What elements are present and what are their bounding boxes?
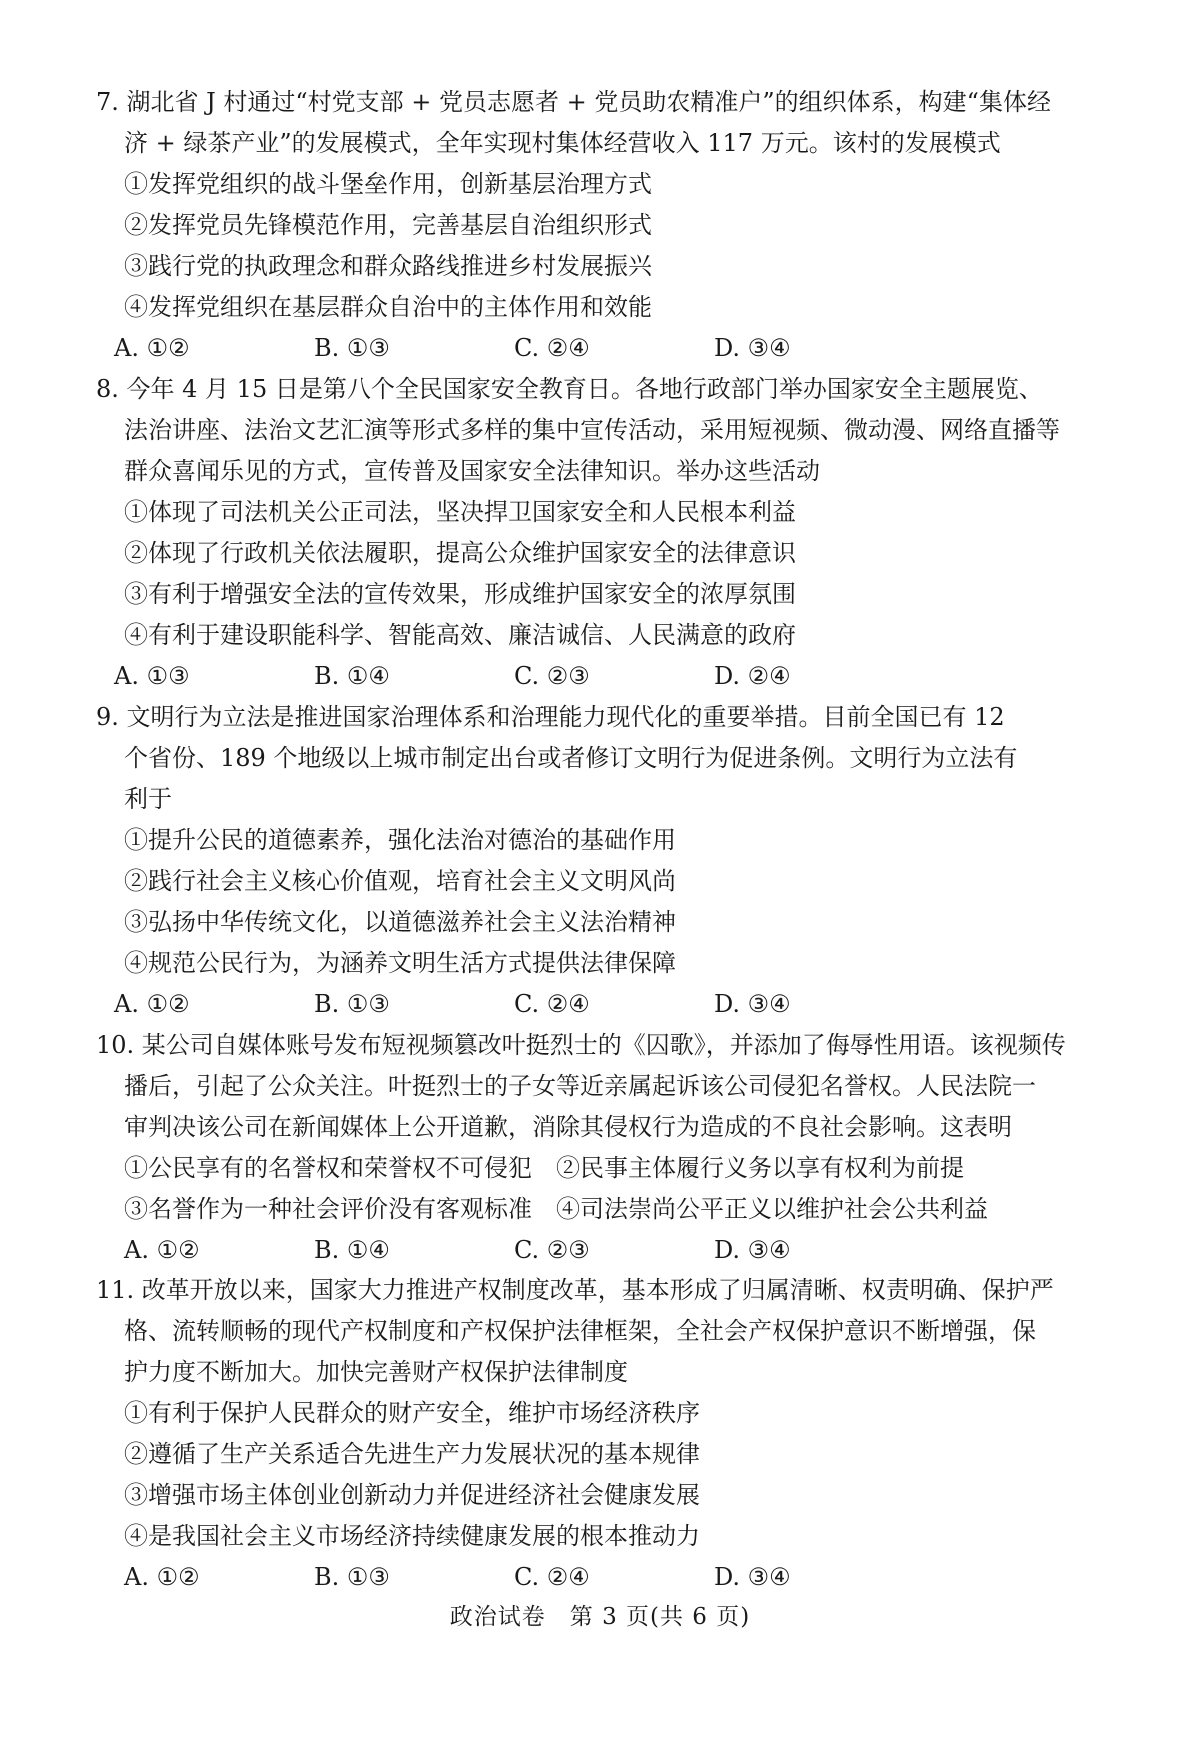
option-line: ②发挥党员先锋模范作用，完善基层自治组织形式 bbox=[124, 211, 652, 239]
answer-choice-c: C. ②③ bbox=[514, 1236, 590, 1264]
answer-choice-d: D. ②④ bbox=[714, 662, 791, 690]
answer-choice-c: C. ②③ bbox=[514, 662, 590, 690]
answer-choice-a: A. ①② bbox=[124, 1563, 200, 1591]
answer-choice-d: D. ③④ bbox=[714, 1563, 791, 1591]
option-1: ①公民享有的名誉权和荣誉权不可侵犯 bbox=[124, 1154, 532, 1182]
answer-choice-a: A. ①② bbox=[124, 1236, 200, 1264]
question-stem-line: 播后，引起了公众关注。叶挺烈士的子女等近亲属起诉该公司侵犯名誉权。人民法院一 bbox=[124, 1072, 1036, 1100]
question-stem-line: 7. 湖北省 J 村通过“村党支部 + 党员志愿者 + 党员助农精准户”的组织体系，构建“集体经 bbox=[96, 88, 1051, 116]
question-stem-line: 群众喜闻乐见的方式，宣传普及国家安全法律知识。举办这些活动 bbox=[124, 457, 820, 485]
question-stem-line: 9. 文明行为立法是推进国家治理体系和治理能力现代化的重要举措。目前全国已有 12 bbox=[96, 703, 1005, 731]
option-4: ④司法崇尚公平正义以维护社会公共利益 bbox=[556, 1195, 988, 1223]
answer-choice-d: D. ③④ bbox=[714, 1236, 791, 1264]
question-10 bbox=[96, 1025, 1108, 1271]
option-pair-line bbox=[96, 1148, 1108, 1189]
answer-choice-a: A. ①② bbox=[114, 334, 190, 362]
option-3: ③名誉作为一种社会评价没有客观标准 bbox=[124, 1195, 532, 1223]
answer-choices bbox=[96, 984, 1108, 1025]
answer-choice-a: A. ①③ bbox=[114, 662, 190, 690]
option-line: ④发挥党组织在基层群众自治中的主体作用和效能 bbox=[124, 293, 652, 321]
question-stem-line: 利于 bbox=[124, 785, 172, 813]
page-footer: 政治试卷 第 3 页(共 6 页) bbox=[449, 1604, 751, 1630]
option-pair-line bbox=[96, 1189, 1108, 1230]
option-line: ①体现了司法机关公正司法，坚决捍卫国家安全和人民根本利益 bbox=[124, 498, 796, 526]
answer-choice-a: A. ①② bbox=[114, 990, 190, 1018]
answer-choices bbox=[96, 656, 1108, 697]
option-line: ③践行党的执政理念和群众路线推进乡村发展振兴 bbox=[124, 252, 652, 280]
option-line: ④有利于建设职能科学、智能高效、廉洁诚信、人民满意的政府 bbox=[124, 621, 796, 649]
option-line: ③有利于增强安全法的宣传效果，形成维护国家安全的浓厚氛围 bbox=[124, 580, 796, 608]
option-line: ①提升公民的道德素养，强化法治对德治的基础作用 bbox=[124, 826, 676, 854]
answer-choice-d: D. ③④ bbox=[714, 990, 791, 1018]
answer-choice-b: B. ①④ bbox=[314, 662, 390, 690]
question-9 bbox=[96, 697, 1108, 1025]
question-stem-line: 10. 某公司自媒体账号发布短视频篡改叶挺烈士的《囚歌》，并添加了侮辱性用语。该视频传 bbox=[96, 1031, 1066, 1059]
answer-choice-b: B. ①③ bbox=[314, 334, 390, 362]
answer-choices bbox=[96, 1557, 1108, 1598]
option-line: ②体现了行政机关依法履职，提高公众维护国家安全的法律意识 bbox=[124, 539, 796, 567]
question-stem-line: 8. 今年 4 月 15 日是第八个全民国家安全教育日。各地行政部门举办国家安全主题展览、 bbox=[96, 375, 1043, 403]
answer-choice-c: C. ②④ bbox=[514, 990, 590, 1018]
option-line: ②践行社会主义核心价值观，培育社会主义文明风尚 bbox=[124, 867, 676, 895]
answer-choices bbox=[96, 328, 1108, 369]
question-stem-line: 护力度不断加大。加快完善财产权保护法律制度 bbox=[124, 1358, 628, 1386]
question-7 bbox=[96, 82, 1108, 369]
question-stem-line: 法治讲座、法治文艺汇演等形式多样的集中宣传活动，采用短视频、微动漫、网络直播等 bbox=[124, 416, 1060, 444]
question-8 bbox=[96, 369, 1108, 697]
question-stem-line: 11. 改革开放以来，国家大力推进产权制度改革，基本形成了归属清晰、权责明确、保护严 bbox=[96, 1276, 1054, 1304]
answer-choice-b: B. ①③ bbox=[314, 1563, 390, 1591]
option-2: ②民事主体履行义务以享有权利为前提 bbox=[556, 1154, 964, 1182]
question-stem-line: 格、流转顺畅的现代产权制度和产权保护法律框架，全社会产权保护意识不断增强，保 bbox=[124, 1317, 1036, 1345]
answer-choice-b: B. ①③ bbox=[314, 990, 390, 1018]
option-line: ③弘扬中华传统文化，以道德滋养社会主义法治精神 bbox=[124, 908, 676, 936]
question-11 bbox=[96, 1270, 1108, 1598]
question-stem-line: 个省份、189 个地级以上城市制定出台或者修订文明行为促进条例。文明行为立法有 bbox=[124, 744, 1018, 772]
option-line: ④规范公民行为，为涵养文明生活方式提供法律保障 bbox=[124, 949, 676, 977]
answer-choice-d: D. ③④ bbox=[714, 334, 791, 362]
question-stem-line: 济 + 绿茶产业”的发展模式，全年实现村集体经营收入 117 万元。该村的发展模式 bbox=[124, 129, 1001, 157]
answer-choice-c: C. ②④ bbox=[514, 334, 590, 362]
option-line: ①有利于保护人民群众的财产安全，维护市场经济秩序 bbox=[124, 1399, 700, 1427]
answer-choices bbox=[96, 1230, 1108, 1271]
answer-choice-c: C. ②④ bbox=[514, 1563, 590, 1591]
option-line: ①发挥党组织的战斗堡垒作用，创新基层治理方式 bbox=[124, 170, 652, 198]
answer-choice-b: B. ①④ bbox=[314, 1236, 390, 1264]
question-stem-line: 审判决该公司在新闻媒体上公开道歉，消除其侵权行为造成的不良社会影响。这表明 bbox=[124, 1113, 1012, 1141]
option-line: ②遵循了生产关系适合先进生产力发展状况的基本规律 bbox=[124, 1440, 700, 1468]
option-line: ③增强市场主体创业创新动力并促进经济社会健康发展 bbox=[124, 1481, 700, 1509]
option-line: ④是我国社会主义市场经济持续健康发展的根本推动力 bbox=[124, 1522, 700, 1550]
